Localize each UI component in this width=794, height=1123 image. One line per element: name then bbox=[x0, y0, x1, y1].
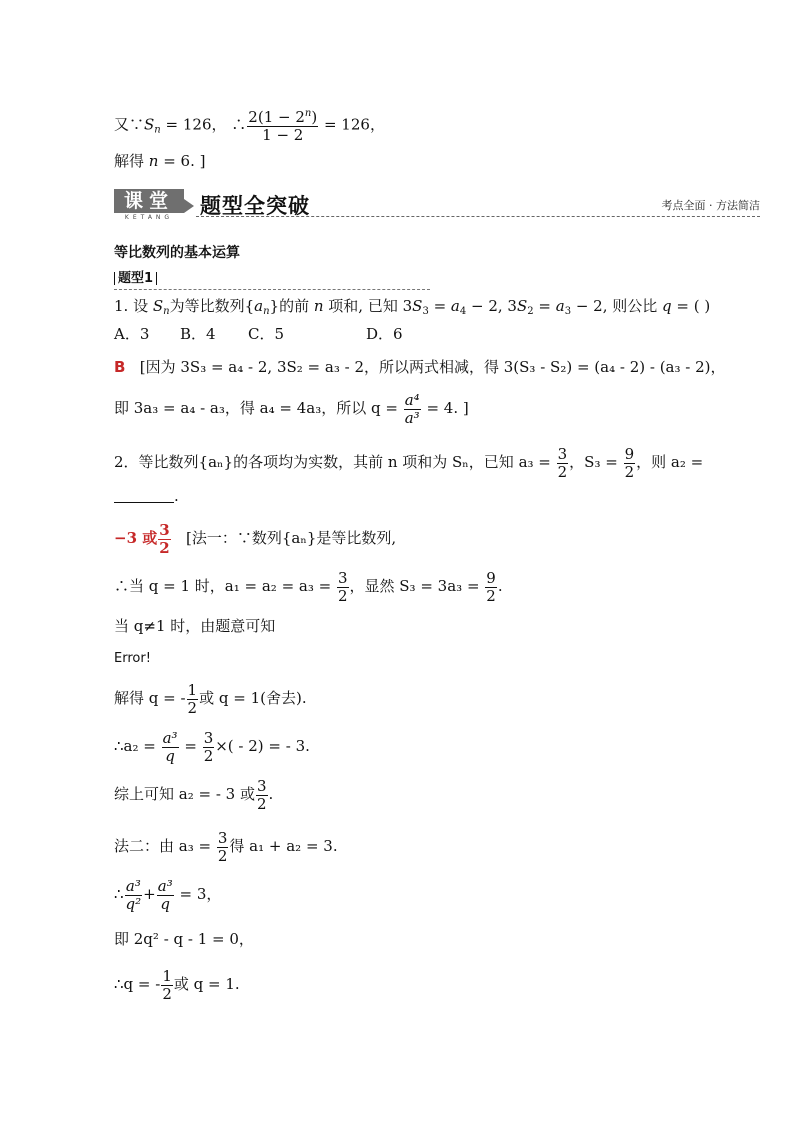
text: − 2, 则公比 bbox=[571, 297, 663, 315]
header-dashed-line bbox=[196, 216, 760, 217]
answer-1-line-2 bbox=[114, 392, 469, 426]
text: 法二：由 a₃ = bbox=[114, 837, 216, 855]
sub: 3 bbox=[422, 306, 429, 317]
line-solve-n bbox=[114, 154, 206, 169]
text: = bbox=[533, 297, 556, 315]
text: 即 3a₃ = a₄ - a₃，得 a₄ = 4a₃，所以 q = bbox=[114, 399, 403, 417]
text: 解得 bbox=[114, 152, 149, 170]
answer-2-line-9 bbox=[114, 878, 221, 912]
type-dashed-line bbox=[114, 289, 430, 290]
question-2 bbox=[114, 446, 703, 480]
therefore-symbol: ∴ bbox=[231, 115, 247, 134]
text: = 3， bbox=[174, 885, 222, 903]
text: 1. 设 bbox=[114, 297, 153, 315]
denominator: 1 − 2 bbox=[247, 126, 318, 144]
section-header bbox=[114, 189, 760, 219]
line-sn-equals-126 bbox=[114, 108, 385, 143]
numerator: 9 bbox=[624, 445, 635, 463]
numerator: 9 bbox=[486, 569, 496, 587]
text: . bbox=[174, 487, 179, 505]
answer-2-line-7 bbox=[114, 778, 273, 812]
var: S bbox=[412, 297, 423, 315]
sub: n bbox=[163, 306, 170, 317]
answer-2-line-8 bbox=[114, 830, 338, 864]
answer-blank-line bbox=[114, 488, 179, 504]
denominator: 2 bbox=[187, 698, 198, 717]
text: − 2, 3 bbox=[466, 297, 517, 315]
text: [法一：∵数列{aₙ}是等比数列, bbox=[185, 529, 397, 547]
denominator: 2 bbox=[624, 462, 635, 481]
text: ，显然 S₃ = 3a₃ = bbox=[349, 577, 485, 595]
text: 或 q = 1. bbox=[173, 975, 240, 993]
num-sup: n bbox=[304, 108, 312, 119]
sub: n bbox=[263, 306, 270, 317]
numerator bbox=[247, 108, 318, 126]
fraction bbox=[203, 730, 215, 764]
fraction bbox=[187, 682, 199, 716]
answer-letter: B bbox=[114, 358, 126, 376]
text: ∴a₂ = bbox=[114, 737, 161, 755]
text: ∴ bbox=[114, 885, 124, 903]
question-1 bbox=[114, 299, 710, 317]
text: = bbox=[179, 737, 202, 755]
fraction bbox=[162, 730, 179, 764]
text: + bbox=[143, 885, 156, 903]
answer-2-line-6 bbox=[114, 730, 310, 764]
fraction bbox=[158, 522, 170, 556]
option-a[interactable]: A．3 bbox=[114, 325, 150, 343]
text: ，S₃ = bbox=[569, 453, 623, 471]
text: 或 q = 1(舍去). bbox=[199, 689, 307, 707]
text: 为等比数列{ bbox=[169, 297, 255, 315]
numerator: 3 bbox=[217, 829, 228, 847]
text: [因为 3S₃ = a₄ - 2, 3S₂ = a₃ - 2，所以两式相减，得 3(S₃ - S₂) = (a₄ - 2) - (a₃ - 2)， bbox=[139, 358, 726, 376]
text: 综上可知 a₂ = - 3 或 bbox=[114, 785, 255, 803]
answer-2-line-5 bbox=[114, 682, 307, 716]
text: = 126， bbox=[319, 115, 385, 134]
denominator: q bbox=[162, 747, 179, 765]
sub-n: n bbox=[154, 124, 161, 136]
fraction bbox=[337, 570, 349, 604]
ketang-badge-sub: KETANG bbox=[124, 214, 174, 221]
fraction bbox=[125, 878, 143, 912]
text: 项和, 已知 3 bbox=[323, 297, 413, 315]
answer-value: −3 或 bbox=[114, 529, 158, 547]
denominator: 2 bbox=[203, 746, 214, 765]
numerator: 1 bbox=[187, 681, 198, 699]
fraction bbox=[217, 830, 229, 864]
sub: 3 bbox=[564, 306, 572, 317]
option-b[interactable]: B．4 bbox=[180, 325, 216, 343]
denominator: 2 bbox=[486, 586, 496, 605]
var: S bbox=[516, 297, 528, 315]
answer-2-line-1 bbox=[114, 522, 396, 556]
text: ×( - 2) = - 3. bbox=[215, 737, 310, 755]
text: ，则 a₂ = bbox=[636, 453, 704, 471]
answer-2-line-10: 即 2q² - q - 1 = 0， bbox=[114, 930, 254, 948]
fraction bbox=[404, 392, 421, 426]
var: q bbox=[662, 297, 672, 315]
answer-1-line-1 bbox=[114, 360, 726, 375]
text: = bbox=[428, 297, 451, 315]
numerator: a³ bbox=[157, 877, 173, 895]
text: ∴当 q = 1 时，a₁ = a₂ = a₃ = bbox=[114, 577, 336, 595]
badge-arrow-icon bbox=[184, 199, 194, 213]
numerator: 3 bbox=[337, 569, 348, 587]
numerator: 3 bbox=[159, 521, 170, 539]
numerator: 3 bbox=[557, 445, 568, 463]
error-text: Error! bbox=[114, 651, 151, 666]
text: . bbox=[497, 577, 503, 595]
denominator: 2 bbox=[162, 984, 172, 1003]
denominator: a³ bbox=[404, 408, 420, 427]
text: }的前 bbox=[269, 297, 314, 315]
var: a bbox=[450, 297, 460, 315]
option-d[interactable]: D．6 bbox=[366, 325, 403, 343]
text: . bbox=[268, 785, 274, 803]
denominator: 2 bbox=[159, 538, 170, 557]
option-c[interactable]: C．5 bbox=[248, 325, 285, 343]
text: = 126， bbox=[160, 115, 227, 134]
var-n: n bbox=[148, 152, 159, 170]
ketang-badge: 课堂 bbox=[114, 189, 184, 213]
numerator: a³ bbox=[162, 729, 178, 747]
answer-2-line-3: 当 q≠1 时，由题意可知 bbox=[114, 617, 276, 635]
text: 解得 q = - bbox=[114, 689, 186, 707]
answer-2-line-11 bbox=[114, 968, 240, 1002]
var: a bbox=[254, 297, 264, 315]
fraction bbox=[161, 968, 173, 1002]
text: 又∵ bbox=[114, 115, 145, 134]
denominator: q² bbox=[125, 894, 142, 913]
fraction bbox=[247, 108, 318, 143]
fraction bbox=[557, 446, 569, 480]
numerator: a³ bbox=[125, 877, 141, 895]
denominator: 2 bbox=[337, 586, 348, 605]
section-slogan: 考点全面 · 方法简洁 bbox=[661, 199, 760, 212]
var: n bbox=[313, 297, 324, 315]
text: ∴q = - bbox=[114, 975, 161, 993]
numerator: 3 bbox=[256, 777, 267, 795]
sub: 2 bbox=[527, 306, 534, 317]
var: a bbox=[555, 297, 565, 315]
text: = 6. ] bbox=[158, 152, 206, 170]
fraction bbox=[624, 446, 636, 480]
sub: 4 bbox=[459, 306, 467, 317]
answer-2-line-2 bbox=[114, 570, 503, 604]
var-s: S bbox=[144, 115, 155, 134]
text: = ( ) bbox=[671, 297, 711, 315]
fraction bbox=[256, 778, 268, 812]
denominator: 2 bbox=[256, 794, 267, 813]
denominator: q bbox=[157, 895, 174, 913]
numerator: 3 bbox=[203, 729, 214, 747]
num-pre: 2(1 − 2 bbox=[248, 108, 305, 126]
text: 得 a₁ + a₂ = 3. bbox=[229, 837, 338, 855]
denominator: 2 bbox=[557, 462, 568, 481]
numerator: a⁴ bbox=[404, 391, 420, 409]
num-post: ) bbox=[311, 108, 318, 126]
numerator: 1 bbox=[162, 967, 172, 985]
denominator: 2 bbox=[217, 846, 228, 865]
text: 2．等比数列{aₙ}的各项均为实数，其前 n 项和为 Sₙ，已知 a₃ = bbox=[114, 453, 556, 471]
text: = 4. ] bbox=[421, 399, 469, 417]
type-label: 题型1 bbox=[114, 272, 157, 285]
fraction bbox=[157, 878, 174, 912]
topic-heading: 等比数列的基本运算 bbox=[114, 245, 240, 261]
answer-blank[interactable] bbox=[114, 488, 174, 503]
var: S bbox=[152, 297, 164, 315]
fraction bbox=[485, 570, 497, 604]
section-title: 题型全突破 bbox=[200, 194, 310, 218]
